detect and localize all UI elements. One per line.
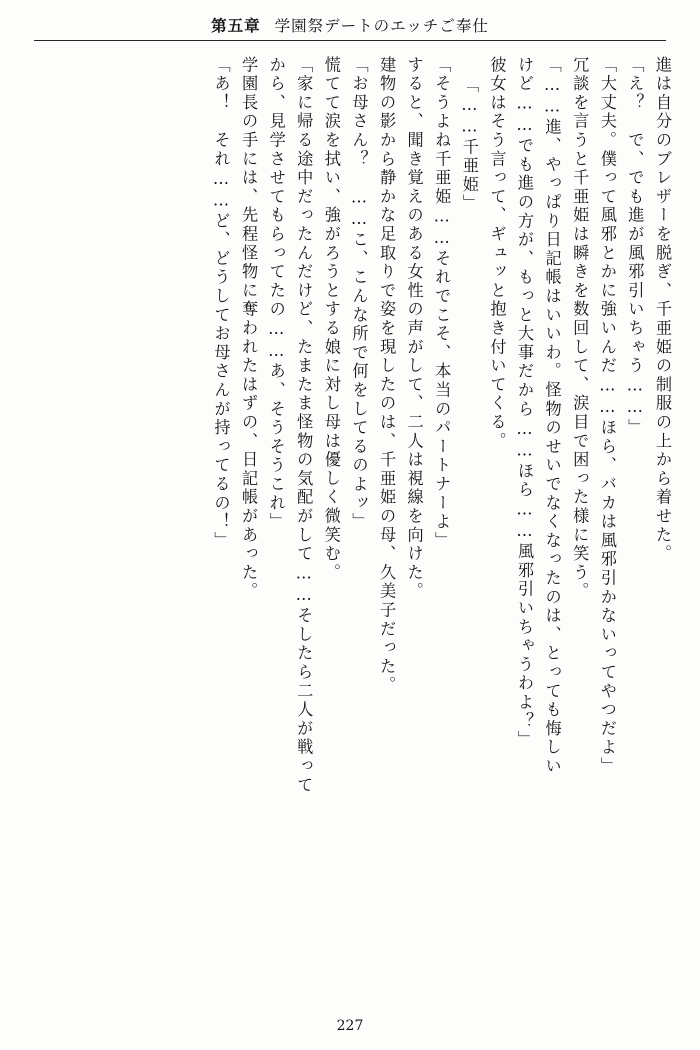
chapter-number: 第五章 [211, 16, 261, 35]
text-line: 学園長の手には、先程怪物に奪われたはずの、日記帳があった。 [239, 56, 259, 602]
text-line: 「あ！ それ……ど、どうしてお母さんが持ってるの！」 [211, 56, 231, 551]
page-number: 227 [336, 1018, 364, 1034]
text-line: 進は自分のブレザーを脱ぎ、千亜姫の制服の上から着せた。 [653, 56, 672, 564]
text-line: 「大丈夫。僕って風邪とかに強いんだ……ほら、バカは風邪引かないってやつだよ」 [597, 56, 617, 776]
text-line: 建物の影から静かな足取りで姿を現したのは、千亜姫の母、久美子だった。 [377, 56, 397, 696]
page-header [0, 14, 700, 36]
chapter-title: 学園祭デートのエッチご奉仕 [274, 17, 489, 35]
text-line: 「……千亜姫」 [459, 76, 479, 214]
text-line: けど……でも進の方が、もっと大事だから……ほら……風邪引いちゃうわよ？」 [515, 56, 535, 750]
text-line: 慌てて涙を拭い、強がろうとする娘に対し母は優しく微笑む。 [321, 56, 341, 583]
text-line: 「家に帰る途中だったんだけど、たまたま怪物の気配がして……そしたら二人が戦って [294, 56, 314, 795]
text-line: 「え？ で、でも進が風邪引いちゃう……」 [625, 56, 645, 438]
text-line: 彼女はそう言って、ギュッと抱き付いてくる。 [487, 56, 507, 451]
text-line: 「……進、やっぱり日記帳はいいわ。怪物のせいでなくなったのは、とっても悔しい [542, 56, 562, 776]
text-line: 「お母さん？ ……こ、こんな所で何をしてるのよッ」 [349, 56, 369, 532]
text-line: 「そうよね千亜姫……それでこそ、本当のパートナーよ」 [432, 56, 452, 551]
header-rule [34, 40, 666, 41]
vertical-text-body [30, 56, 670, 996]
text-line: 冗談を言うと千亜姫は瞬きを数回して、涙目で困った様に笑う。 [570, 56, 590, 602]
text-line: すると、聞き覚えのある女性の声がして、二人は視線を向けた。 [404, 56, 424, 602]
text-line: から、見学させてもらってたの……あ、そうそうこれ」 [266, 56, 286, 532]
